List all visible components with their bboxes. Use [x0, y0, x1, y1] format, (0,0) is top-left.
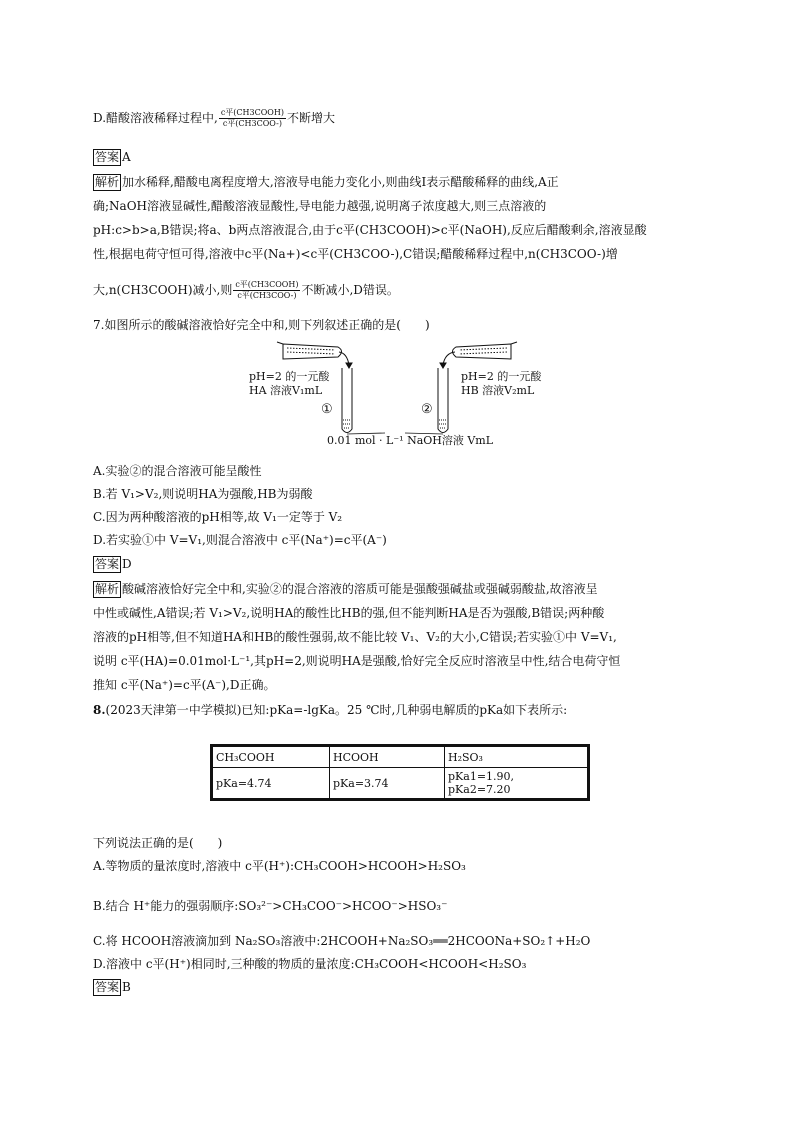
- q8-stem-text: (2023天津第一中学模拟)已知:pKa=-lgKa。25 ℃时,几种弱电解质的pKa如下表所示:: [105, 703, 568, 717]
- naoh-label: 0.01 mol · L⁻¹ NaOH溶液 VmL: [327, 434, 494, 447]
- q8-stem: [93, 701, 567, 719]
- q6-analysis-line-5-prefix: 大,n(CH3COOH)减小,则: [93, 283, 233, 297]
- right-pouring-tube-icon: [440, 342, 517, 368]
- q8-number: 8.: [93, 703, 106, 717]
- q7-answer: [93, 555, 132, 573]
- left-pouring-tube-icon: [277, 342, 352, 368]
- q7-analysis-line-1: [93, 580, 598, 598]
- q6-answer-value: A: [122, 150, 131, 164]
- right-upright-tube-icon: [438, 368, 448, 433]
- table-header: HCOOH: [330, 746, 445, 768]
- fraction-denominator: c平(CH3COO-): [222, 119, 282, 128]
- fraction-numerator: c平(CH3COOH): [220, 108, 284, 117]
- q7-analysis-line-3: 溶液的pH相等,但不知道HA和HB的酸性强弱,故不能比较 V₁、V₂的大小,C错误;若实验①中 V=V₁,: [93, 630, 617, 644]
- table-header-row: [212, 746, 589, 768]
- right-label-1: pH=2 的一元酸: [461, 370, 542, 383]
- q8-option-d: D.溶液中 c平(H⁺)相同时,三种酸的物质的量浓度:CH₃COOH<HCOOH<H₂SO₃: [93, 957, 527, 971]
- answer-label: 答案: [95, 557, 120, 571]
- table-header: H₂SO₃: [445, 746, 589, 768]
- analysis-label: 解析: [95, 175, 120, 189]
- q6-option-d-prefix: D.醋酸溶液稀释过程中,: [93, 111, 218, 125]
- fraction-numerator: c平(CH3COOH): [235, 280, 299, 289]
- left-label-1: pH=2 的一元酸: [249, 370, 330, 383]
- table-cell: [445, 768, 589, 800]
- q6-analysis-line-3: pH:c>b>a,B错误;将a、b两点溶液混合,由于c平(CH3COOH)>c平(NaOH),反应后醋酸剩余,溶液显酸: [93, 223, 647, 237]
- answer-label: 答案: [95, 980, 120, 994]
- left-label-2: HA 溶液V₁mL: [249, 384, 323, 397]
- tube-1-label: ①: [321, 402, 333, 417]
- q7-analysis-line-5: 推知 c平(Na⁺)=c平(A⁻),D正确。: [93, 678, 276, 692]
- q6-analysis-line-4: 性,根据电荷守恒可得,溶液中c平(Na+)<c平(CH3COO-),C错误;醋酸稀释过程中,n(CH3COO-)增: [93, 247, 618, 261]
- q8-question: 下列说法正确的是( ): [93, 836, 223, 850]
- table-cell: pKa=3.74: [330, 768, 445, 800]
- q7-answer-value: D: [122, 557, 132, 571]
- q7-stem: 7.如图所示的酸碱溶液恰好完全中和,则下列叙述正确的是( ): [93, 318, 430, 332]
- analysis-label: 解析: [95, 582, 120, 596]
- q6-option-d: [93, 108, 335, 129]
- q6-option-d-suffix: 不断增大: [286, 111, 335, 125]
- tube-2-label: ②: [421, 402, 433, 417]
- table-cell: pKa=4.74: [212, 768, 330, 800]
- q8-option-c: C.将 HCOOH溶液滴加到 Na₂SO₃溶液中:2HCOOH+Na₂SO₃══2HCOONa+SO₂↑+H₂O: [93, 934, 591, 948]
- fraction: [233, 280, 300, 301]
- q8-answer-value: B: [122, 980, 131, 994]
- pka2-value: pKa2=7.20: [448, 783, 511, 796]
- right-label-2: HB 溶液V₂mL: [461, 384, 535, 397]
- q7-analysis-line-4: 说明 c平(HA)=0.01mol·L⁻¹,其pH=2,则说明HA是强酸,恰好完全反应时溶液呈中性,结合电荷守恒: [93, 654, 621, 668]
- left-upright-tube-icon: [342, 368, 352, 433]
- table-row: [212, 768, 589, 800]
- q7-option-d: D.若实验①中 V=V₁,则混合溶液中 c平(Na⁺)=c平(A⁻): [93, 533, 387, 547]
- q7-option-a: A.实验②的混合溶液可能呈酸性: [93, 464, 262, 478]
- pka1-value: pKa1=1.90,: [448, 770, 515, 783]
- q8-answer: [93, 978, 131, 996]
- q7-option-c: C.因为两种酸溶液的pH相等,故 V₁一定等于 V₂: [93, 510, 343, 524]
- q7-analysis-line-2: 中性或碱性,A错误;若 V₁>V₂,说明HA的酸性比HB的强,但不能判断HA是否为强酸,B错误;两种酸: [93, 606, 605, 620]
- q7-figure: [235, 337, 565, 449]
- fraction: [219, 108, 286, 129]
- q7-option-b: B.若 V₁>V₂,则说明HA为强酸,HB为弱酸: [93, 487, 313, 501]
- answer-label: 答案: [95, 150, 120, 164]
- q6-analysis-text-1: 加水稀释,醋酸电离程度增大,溶液导电能力变化小,则曲线Ⅰ表示醋酸稀释的曲线,A正: [122, 175, 559, 189]
- q6-analysis-line-5: [93, 280, 399, 301]
- q8-option-a: A.等物质的量浓度时,溶液中 c平(H⁺):CH₃COOH>HCOOH>H₂SO₃: [93, 859, 466, 873]
- q6-answer: [93, 148, 131, 166]
- q6-analysis-line-1: [93, 173, 559, 191]
- table-header: CH₃COOH: [212, 746, 330, 768]
- q8-option-b: B.结合 H⁺能力的强弱顺序:SO₃²⁻>CH₃COO⁻>HCOO⁻>HSO₃⁻: [93, 899, 448, 913]
- q6-analysis-line-5-suffix: 不断减小,D错误。: [301, 283, 399, 297]
- q6-analysis-line-2: 确;NaOH溶液显碱性,醋酸溶液显酸性,导电能力越强,说明离子浓度越大,则三点溶液的: [93, 199, 547, 213]
- fraction-denominator: c平(CH3COO-): [237, 291, 297, 300]
- pka-table: [210, 744, 590, 801]
- q7-analysis-text-1: 酸碱溶液恰好完全中和,实验②的混合溶液的溶质可能是强酸强碱盐或强碱弱酸盐,故溶液呈: [122, 582, 598, 596]
